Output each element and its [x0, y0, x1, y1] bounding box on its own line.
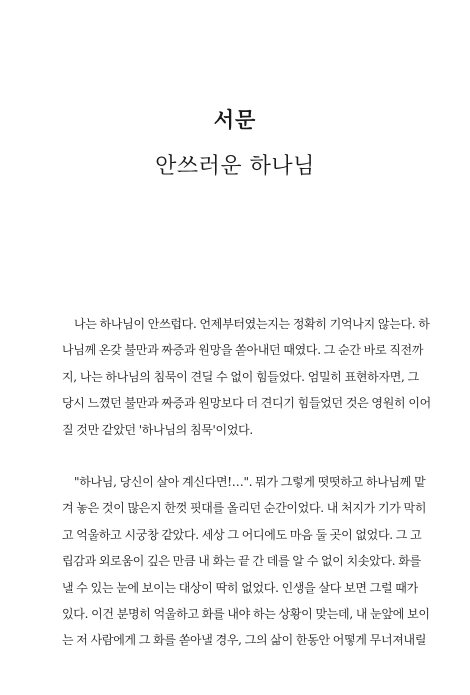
- text-line: 겨 놓은 것이 많은지 한껏 핏대를 올리던 순간이었다. 내 처지가 기가 막히: [62, 501, 427, 516]
- text-line: 립감과 외로움이 깊은 만큼 내 화는 끝 간 데를 알 수 없이 치솟았다. 화를: [62, 554, 421, 569]
- text-line: 나님께 온갖 불만과 짜증과 원망을 쏟아내던 때였다. 그 순간 바로 직전까: [62, 343, 424, 358]
- paragraph-gap: [62, 443, 392, 469]
- text-line: 낼 수 있는 눈에 보이는 대상이 딱히 없었다. 인생을 살다 보면 그럴 때가: [62, 580, 418, 595]
- text-line: 지, 나는 하나님의 침묵이 견딜 수 없이 힘들었다. 엄밀히 표현하자면, 그: [62, 369, 419, 384]
- text-line: "하나님, 당신이 살아 계신다면!…". 뭐가 그렇게 떳떳하고 하나님께 맡: [74, 474, 426, 489]
- paragraph: [62, 469, 430, 654]
- chapter-label: 서문: [213, 108, 257, 132]
- body-text: [62, 311, 431, 654]
- text-line: 있다. 이건 분명히 억울하고 화를 내야 하는 상황이 맞는데, 내 눈앞에 보이: [62, 606, 430, 621]
- text-line: 당시 느꼈던 불만과 짜증과 원망보다 더 견디기 힘들었던 것은 영원히 이어: [62, 396, 431, 411]
- paragraph: [62, 311, 431, 443]
- text-line: 고 억울하고 시궁창 같았다. 세상 그 어디에도 마음 둘 곳이 없었다. 그 고: [62, 527, 422, 542]
- text-line: 나는 하나님이 안쓰럽다. 언제부터였는지는 정확히 기억나지 않는다. 하: [74, 317, 430, 331]
- text-line: 는 저 사람에게 그 화를 쏟아낼 경우, 그의 삶이 한동안 어떻게 무너져내릴: [62, 633, 427, 648]
- chapter-title: 안쓰러운 하나님: [155, 154, 315, 179]
- text-line: 질 것만 같았던 '하나님의 침묵'이었다.: [62, 422, 253, 437]
